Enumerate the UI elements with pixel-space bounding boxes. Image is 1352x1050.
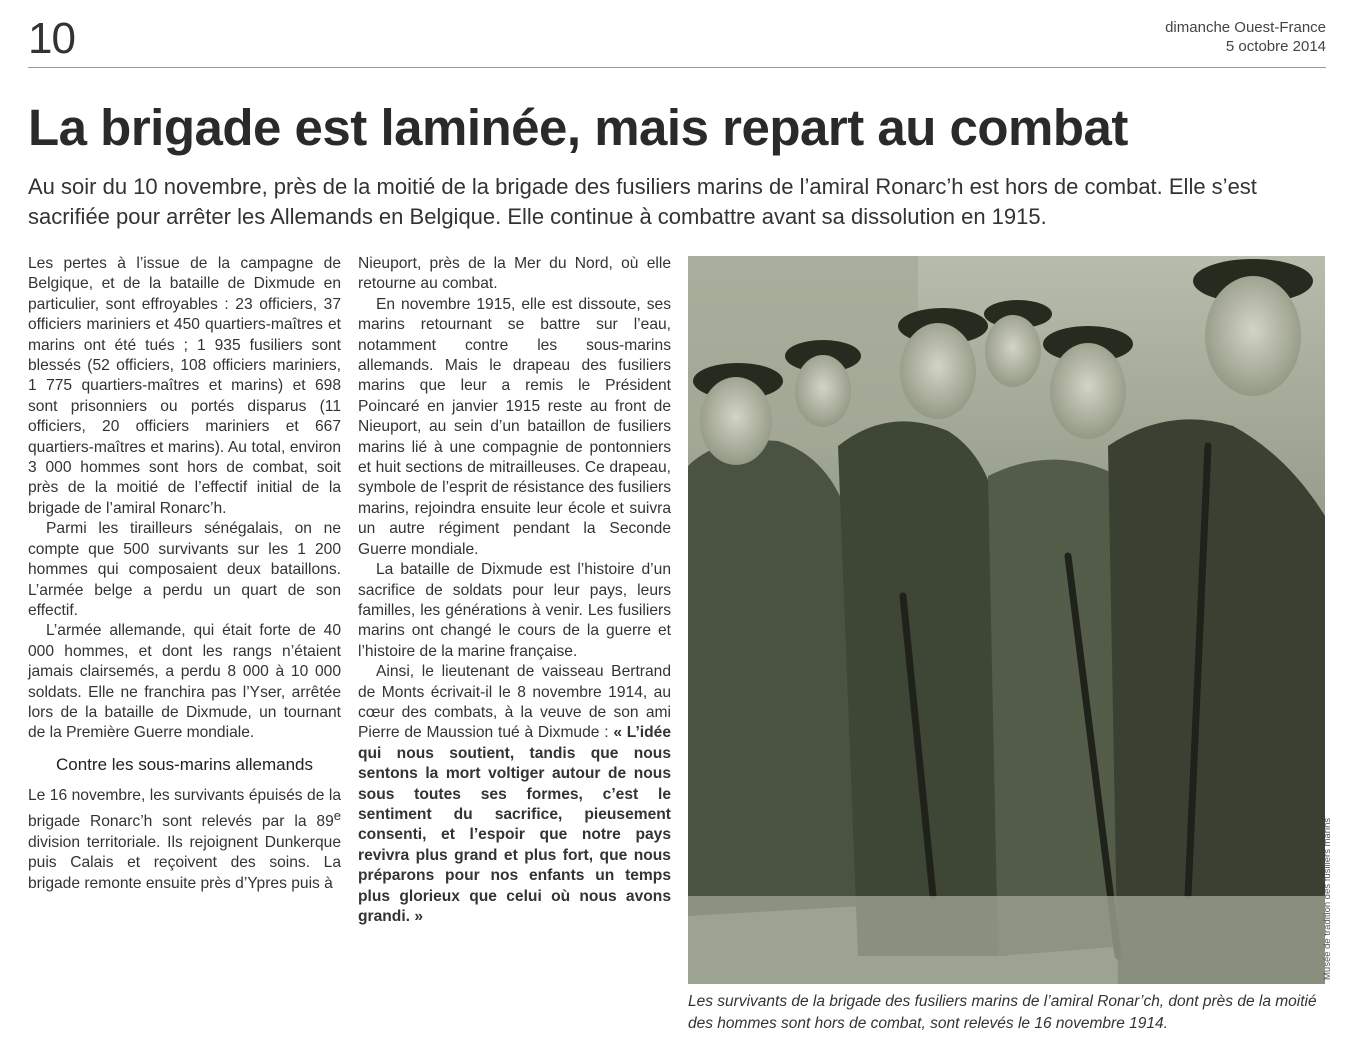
- photo-caption: Les survivants de la brigade des fusiliers marins de l’amiral Ronar’ch, dont près de la moitié des hommes sont hors de combat, sont relevés le 16 novembre 1914.: [688, 993, 1317, 1032]
- masthead: [1165, 18, 1326, 56]
- photo-credit: Musée de tradition des fusiliers marins: [1322, 817, 1333, 980]
- paragraph: [358, 662, 671, 927]
- publication-date: 5 octobre 2014: [1225, 38, 1326, 55]
- paragraph: En novembre 1915, elle est dissoute, ses marins retournant se battre sur l’eau, notamment contre les sous-marins allemands. Mais le drapeau des fusiliers marins que leur a remis le Président Poincaré en janvier 1915 reste au front de Nieuport, au sein d’un bataillon de fusiliers marins lié à une compagnie de pontonniers et huit sections de mitrailleuses. Ce drapeau, symbole de l’esprit de résistance des fusiliers marins, rejoindra ensuite leur école et suivra un autre régiment pendant la Seconde Guerre mondiale.: [358, 295, 671, 558]
- photo-illustration: [688, 256, 1325, 984]
- paragraph: L’armée allemande, qui était forte de 40 000 hommes, et dont les rangs n’étaient jamais clairsemés, a perdu 8 000 à 10 000 soldats. Elle ne franchira pas l’Yser, arrêtée lors de la bataille de Dixmude, un tournant de la Première Guerre mondiale.: [28, 622, 341, 742]
- paragraph-text: division territoriale. Ils rejoignent Dunkerque puis Calais et reçoivent des soins. La brigade remonte ensuite près d’Ypres puis à: [28, 833, 341, 892]
- paragraph: Parmi les tirailleurs sénégalais, on ne compte que 500 survivants sur les 1 200 hommes qui composaient deux bataillons. L’armée belge a perdu un quart de son effectif.: [28, 520, 341, 619]
- article-standfirst: Au soir du 10 novembre, près de la moitié de la brigade des fusiliers marins de l’amiral Ronarc’h est hors de combat. Elle s’est sacrifiée pour arrêter les Allemands en Belgique. Elle continue à combattre avant sa dissolution en 1915.: [28, 174, 1257, 229]
- paragraph: Les pertes à l’issue de la campagne de Belgique, et de la bataille de Dixmude en particulier, sont effroyables : 23 officiers, 37 officiers mariniers et 450 quartiers-maîtres et marins ont été tués ; 1 935 fusiliers sont blessés (52 officiers, 108 officiers mariniers, 1 775 quartiers-maîtres et marins) et 698 sont prisonniers ou portés disparus (11 officiers, 20 officiers mariniers et 667 quartiers-maîtres et marins). Au total, environ 3 000 hommes sont hors de combat, soit près de la moitié de l’effectif initial de la brigade de l’amiral Ronarc’h.: [28, 255, 341, 517]
- paragraph: Nieuport, près de la Mer du Nord, où elle retourne au combat.: [358, 255, 671, 293]
- page-number: 10: [28, 14, 75, 63]
- section-subhead: Contre les sous-marins allemands: [56, 754, 313, 774]
- article-column-1: [28, 254, 341, 894]
- photo-ground: [688, 896, 1325, 984]
- publication-name: dimanche Ouest-France: [1165, 19, 1326, 36]
- header-rule: [28, 67, 1326, 68]
- paragraph-text: Le 16 novembre, les survivants épuisés de la brigade Ronarc’h sont relevés par la 89: [28, 786, 341, 831]
- article-headline: La brigade est laminée, mais repart au combat: [28, 99, 1128, 156]
- paragraph: La bataille de Dixmude est l’histoire d’un sacrifice de soldats pour leur pays, leurs familles, les générations à venir. Les fusiliers marins ont changé le cours de la guerre et l’histoire de la marine française.: [358, 561, 671, 660]
- ordinal-superscript: e: [333, 808, 341, 824]
- article-column-2: [358, 254, 671, 927]
- paragraph: [28, 786, 341, 894]
- paragraph-text: Ainsi, le lieutenant de vaisseau Bertrand de Monts écrivait-il le 8 novembre 1914, au cœur des combats, à la veuve de son ami Pierre de Maussion tué à Dixmude :: [358, 663, 671, 742]
- letter-quote: « L’idée qui nous soutient, tandis que nous sentons la mort voltiger autour de nous sous toutes ses formes, c’est le sentiment du sacrifice, pieusement consenti, et l’espoir que notre pays revivra plus grand et plus fort, que nous préparons pour nos enfants un temps plus glorieux que celui où nous avons grandi. »: [358, 724, 671, 925]
- photo-soldiers: [688, 256, 1325, 984]
